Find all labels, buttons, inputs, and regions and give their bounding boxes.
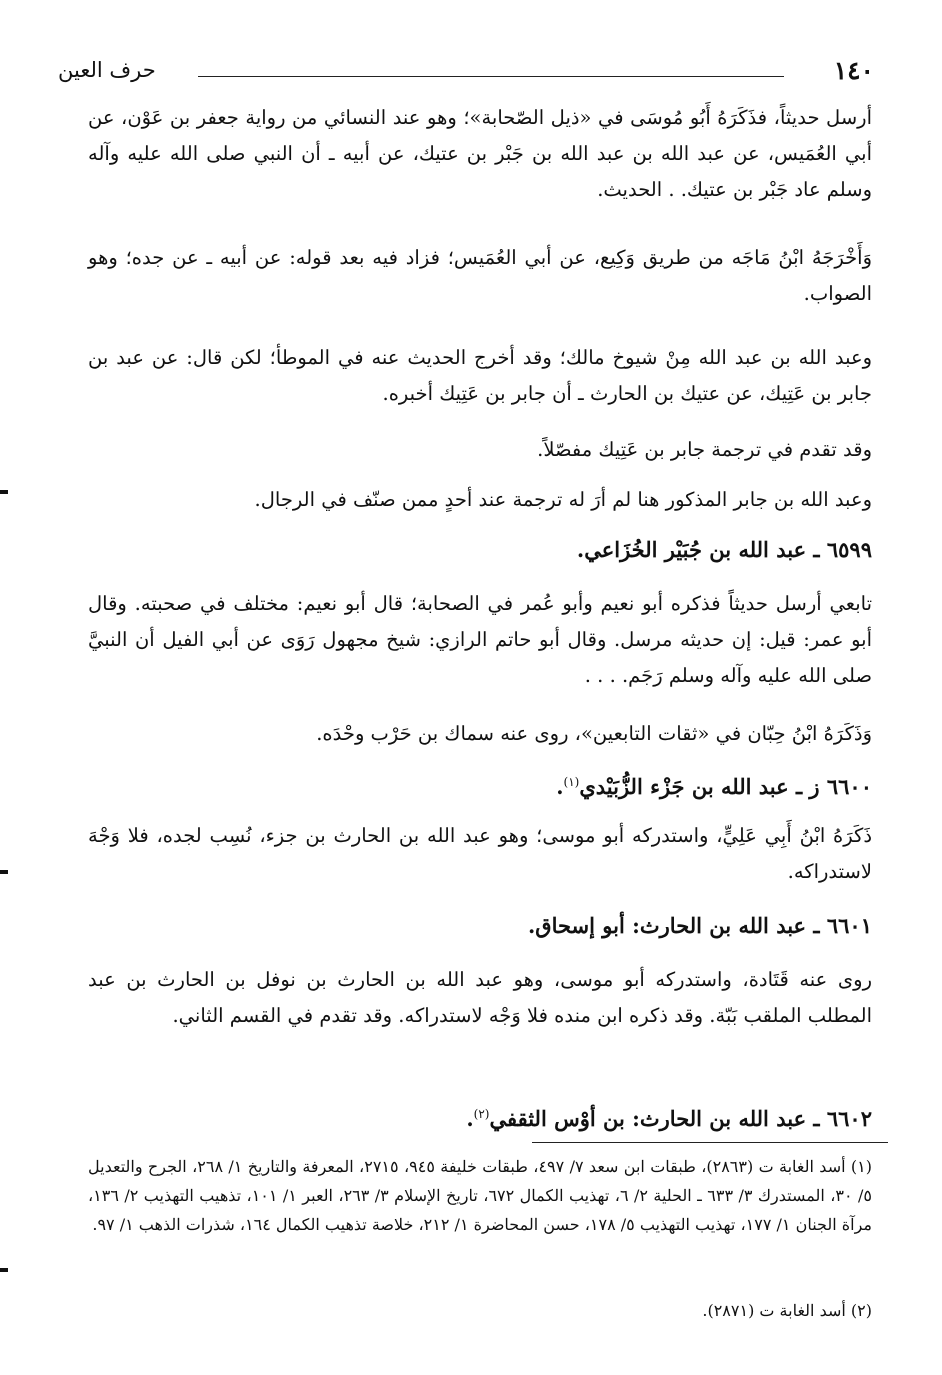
paragraph-9: روى عنه قَتَادة، واستدركه أبو موسى، وهو عبد الله بن الحارث بن نوفل بن الحارث بن عبد المطلب الملقب بَبّة. وقد ذكره ابن منده فلا وَجْه لاستدراكه. وقد تقدم في القسم الثاني. (88, 968, 872, 1027)
page-number: ١٤٠ (833, 56, 874, 85)
page-header (58, 56, 884, 92)
paragraph-5: وعبد الله بن جابر المذكور هنا لم أرَ له ترجمة عند أحدٍ ممن صنّف في الرجال. (254, 488, 872, 511)
paragraph-3: وعبد الله بن عبد الله مِنْ شيوخ مالك؛ وقد أخرج الحديث عنه في الموطأ؛ لكن قال: عن عبد بن جابر بن عَتِيك، عن عتيك بن الحارث ـ أن جابر بن عَتِيك أخبره. (88, 346, 872, 405)
paragraph-1: أرسل حديثاً، فذَكَرَهُ أَبُو مُوسَى في «ذيل الصّحابة»؛ وهو عند النسائي من رواية جعفر بن عَوْن، عن أبي العُمَيس، عن عبد الله بن عبد الله بن جَبْر بن عتيك، عن أبيه ـ أن النبي صلى الله عليه وآله وسلم عاد جَبْر بن عتيك. . الحديث. (88, 106, 872, 201)
entry-heading-6601: ٦٦٠١ ـ عبد الله بن الحارث: أبو إسحاق. (528, 913, 872, 938)
scan-edge-mark (0, 490, 8, 494)
paragraph-7: وَذَكَرَهُ ابْنُ حِبّان في «ثقات التابعين»، روى عنه سماك بن حَرْب وحْدَه. (316, 722, 872, 745)
footnote-ref-2: (٢) (473, 1107, 490, 1121)
paragraph-8: ذَكَرَهُ ابْنُ أَبِي عَلِيٍّ، واستدركه أبو موسى؛ وهو عبد الله بن الحارث بن جزء، نُسِب لجده، فلا وَجْهَ لاستدراكه. (88, 824, 872, 883)
paragraph-4: وقد تقدم في ترجمة جابر بن عَتِيك مفصّلاً. (537, 438, 872, 461)
footnote-2: (٢) أسد الغابة ت (٢٨٧١). (702, 1301, 872, 1320)
header-rule (198, 76, 784, 77)
running-title: حرف العين (58, 58, 156, 82)
footnote-rule (532, 1142, 888, 1143)
entry-heading-6600-text: ٦٦٠٠ ز ـ عبد الله بن جَزْء الزُّبَيْدي (579, 774, 872, 799)
entry-heading-6599: ٦٥٩٩ ـ عبد الله بن جُبَيْر الخُزَاعي. (576, 537, 872, 562)
scan-edge-mark (0, 870, 8, 874)
entry-heading-6602: ٦٦٠٢ ـ عبد الله بن الحارث: بن أوْس الثقفي$^{(٢)}$. (466, 1106, 872, 1131)
footnote-ref-1: (١) (563, 775, 580, 789)
paragraph-2: وَأَخْرَجَهُ ابْنُ مَاجَه من طريق وَكِيع، عن أبي العُمَيس؛ فزاد فيه بعد قوله: عن أبيه ـ عن جده؛ وهو الصواب. (88, 246, 872, 305)
footnote-1: (١) أسد الغابة ت (٢٨٦٣)، طبقات ابن سعد ٧/ ٤٩٧، طبقات خليفة ٩٤٥، ٢٧١٥، المعرفة والتاريخ ١/ ٢٦٨، الجرح والتعديل ٥/ ٣٠، المستدرك ٣/ ٦٣٣ ـ الحلية ٢/ ٦، تهذيب الكمال ٦٧٢، تاريخ الإسلام ٣/ ٢٦٣، العبر ١/ ١٠١، تذهيب التهذيب ٢/ ١٣٦، مرآة الجنان ١/ ١٧٧، تهذيب التهذيب ٥/ ١٧٨، حسن المحاضرة ١/ ٢١٢، خلاصة تذهيب الكمال ١٦٤، شذرات الذهب ١/ ٩٧. (88, 1157, 873, 1234)
paragraph-6: تابعي أرسل حديثاً فذكره أبو نعيم وأبو عُمر في الصحابة؛ قال أبو نعيم: مختلف في صحبته. وقال أبو عمر: قيل: إن حديثه مرسل. وقال أبو حاتم الرازي: شيخ مجهول رَوَى عن أبي الفيل أن النبيَّ صلى الله عليه وآله وسلم رَجَم. . . . (88, 592, 872, 687)
entry-heading-6600: ٦٦٠٠ ز ـ عبد الله بن جَزْء الزُّبَيْدي$^{(١)}$. (556, 774, 872, 799)
entry-heading-6602-text: ٦٦٠٢ ـ عبد الله بن الحارث: بن أوْس الثقفي (489, 1106, 872, 1131)
scan-edge-mark (0, 1268, 8, 1272)
